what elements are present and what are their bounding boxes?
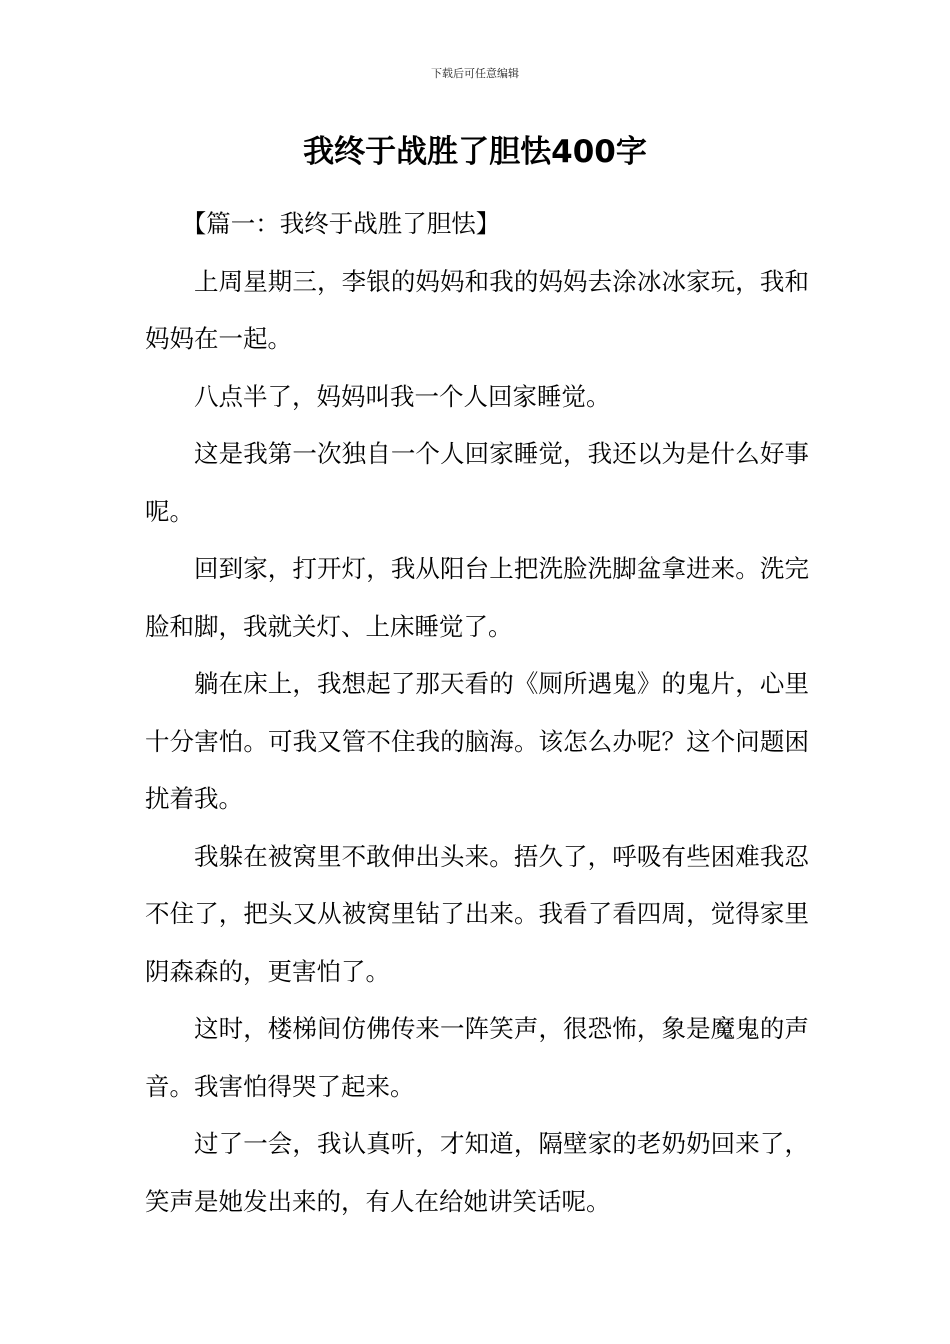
- paragraph: 过了一会，我认真听，才知道，隔壁家的老奶奶回来了，笑声是她发出来的，有人在给她讲笑话呢。: [145, 1129, 809, 1216]
- paragraph: 上周星期三，李银的妈妈和我的妈妈去涂冰冰家玩，我和妈妈在一起。: [145, 266, 809, 353]
- paragraph: 我躲在被窝里不敢伸出头来。捂久了，呼吸有些困难我忍不住了，把头又从被窝里钻了出来。我看了看四周，觉得家里阴森森的，更害怕了。: [145, 841, 809, 986]
- paragraph: 躺在床上，我想起了那天看的《厕所遇鬼》的鬼片，心里十分害怕。可我又管不住我的脑海。该怎么办呢？这个问题困扰着我。: [145, 669, 809, 813]
- paragraph: 这是我第一次独自一个人回家睡觉，我还以为是什么好事呢。: [145, 439, 809, 526]
- paragraph: 回到家，打开灯，我从阳台上把洗脸洗脚盆拿进来。洗完脸和脚，我就关灯、上床睡觉了。: [145, 554, 809, 641]
- document-body: [145, 195, 809, 1230]
- header-note: 下载后可任意编辑: [431, 67, 519, 80]
- section-heading: 【篇一：我终于战胜了胆怯】: [181, 209, 501, 238]
- paragraph: 八点半了，妈妈叫我一个人回家睡觉。: [194, 381, 611, 411]
- paragraph: 这时，楼梯间仿佛传来一阵笑声，很恐怖，象是魔鬼的声音。我害怕得哭了起来。: [145, 1014, 809, 1101]
- document-title: 我终于战胜了胆怯400字: [303, 134, 647, 170]
